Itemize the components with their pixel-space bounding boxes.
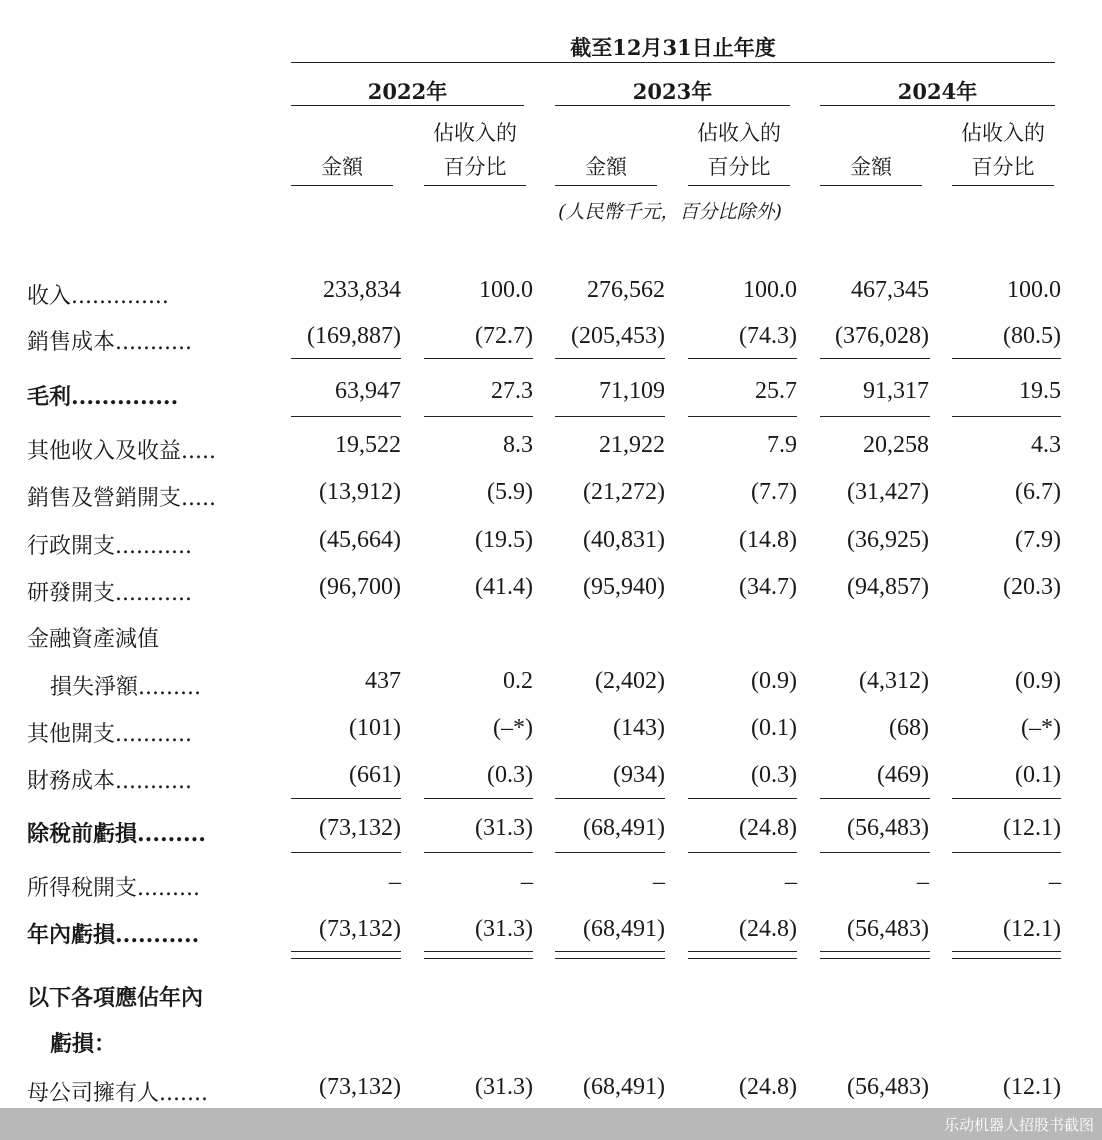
cell-amount: 63,947 bbox=[335, 378, 401, 404]
row-label-text: 銷售成本 bbox=[27, 330, 116, 355]
row-label bbox=[27, 981, 203, 1012]
year-2022: 2022年 bbox=[367, 79, 448, 104]
cell-amount: (101) bbox=[349, 715, 401, 741]
cell-amount: (73,132) bbox=[319, 916, 401, 942]
row-label bbox=[27, 576, 192, 607]
cell-percentage: (41.4) bbox=[475, 574, 533, 600]
row-label bbox=[50, 1027, 116, 1058]
cell-amount: (13,912) bbox=[319, 479, 401, 505]
cell-percentage: (0.1) bbox=[1015, 762, 1061, 788]
subtotal-rule bbox=[688, 798, 797, 799]
col-amount-2022: 金額 bbox=[321, 155, 363, 179]
cell-percentage: (0.9) bbox=[751, 668, 797, 694]
cell-amount: (2,402) bbox=[595, 668, 665, 694]
cell-percentage: 0.2 bbox=[503, 668, 533, 694]
row-label-text: 以下各項應佔年內 bbox=[27, 985, 204, 1011]
cell-percentage: 100.0 bbox=[479, 277, 533, 303]
cell-amount: (661) bbox=[349, 762, 401, 788]
subtotal-rule bbox=[820, 798, 930, 799]
row-label-text: 除稅前虧損 bbox=[27, 821, 138, 847]
cell-amount: (68,491) bbox=[583, 815, 665, 841]
row-leader-dots: ......... bbox=[137, 821, 206, 847]
cell-amount: (56,483) bbox=[847, 1074, 929, 1100]
cell-percentage: (0.9) bbox=[1015, 668, 1061, 694]
cell-amount: (68,491) bbox=[583, 916, 665, 942]
row-label bbox=[27, 717, 192, 748]
cell-amount: 276,562 bbox=[587, 277, 665, 303]
row-label-text: 研發開支 bbox=[27, 581, 116, 606]
double-rule bbox=[291, 951, 401, 952]
year-2024: 2024年 bbox=[897, 79, 978, 104]
double-rule bbox=[688, 958, 797, 959]
double-rule bbox=[820, 958, 930, 959]
row-label bbox=[27, 481, 216, 512]
row-label-text: 金融資產減值 bbox=[27, 627, 160, 652]
cell-percentage: (0.3) bbox=[751, 762, 797, 788]
row-label-text: 收入 bbox=[27, 284, 72, 309]
cell-percentage: – bbox=[785, 869, 797, 895]
cell-amount: (73,132) bbox=[319, 815, 401, 841]
cell-amount: 21,922 bbox=[599, 432, 665, 458]
cell-percentage: – bbox=[1049, 869, 1061, 895]
cell-amount: – bbox=[389, 869, 401, 895]
row-leader-dots: .............. bbox=[71, 284, 169, 309]
col-rule-5 bbox=[820, 185, 922, 186]
double-rule bbox=[424, 951, 533, 952]
subtotal-rule bbox=[291, 798, 401, 799]
cell-percentage: 100.0 bbox=[743, 277, 797, 303]
year-2023: 2023年 bbox=[632, 79, 713, 104]
subtotal-rule bbox=[555, 798, 665, 799]
row-leader-dots: .............. bbox=[71, 384, 179, 410]
cell-percentage: (–*) bbox=[493, 715, 533, 741]
cell-amount: 437 bbox=[365, 668, 401, 694]
subtotal-rule bbox=[424, 852, 533, 853]
subtotal-rule bbox=[291, 416, 401, 417]
year-rule-2022 bbox=[291, 105, 524, 106]
cell-percentage: (24.8) bbox=[739, 916, 797, 942]
col-rule-2 bbox=[424, 185, 526, 186]
cell-amount: – bbox=[653, 869, 665, 895]
double-rule bbox=[952, 951, 1061, 952]
row-label-text: 所得稅開支 bbox=[27, 876, 138, 901]
row-leader-dots: ......... bbox=[138, 675, 201, 700]
cell-percentage: (20.3) bbox=[1003, 574, 1061, 600]
cell-percentage: 25.7 bbox=[755, 378, 797, 404]
footer-watermark: 乐动机器人招股书截图 bbox=[943, 1116, 1094, 1134]
cell-amount: 233,834 bbox=[323, 277, 401, 303]
cell-amount: (56,483) bbox=[847, 916, 929, 942]
row-label-text: 其他開支 bbox=[27, 722, 116, 747]
double-rule bbox=[555, 951, 665, 952]
row-leader-dots: ..... bbox=[181, 439, 216, 464]
col-pct-line2: 百分比 bbox=[971, 155, 1035, 179]
cell-percentage: (31.3) bbox=[475, 815, 533, 841]
cell-percentage: (12.1) bbox=[1003, 1074, 1061, 1100]
cell-amount: (68,491) bbox=[583, 1074, 665, 1100]
cell-percentage: (0.1) bbox=[751, 715, 797, 741]
cell-amount: (169,887) bbox=[307, 323, 401, 349]
row-label bbox=[27, 817, 206, 848]
subtotal-rule bbox=[688, 416, 797, 417]
col-pct-2024 bbox=[952, 116, 1054, 184]
cell-percentage: (14.8) bbox=[739, 527, 797, 553]
row-label-text: 年內虧損 bbox=[27, 922, 116, 948]
subtotal-rule bbox=[424, 798, 533, 799]
cell-percentage: (24.8) bbox=[739, 815, 797, 841]
subtotal-rule bbox=[555, 416, 665, 417]
subtotal-rule bbox=[820, 852, 930, 853]
double-rule bbox=[952, 958, 1061, 959]
cell-amount: – bbox=[917, 869, 929, 895]
cell-percentage: (80.5) bbox=[1003, 323, 1061, 349]
cell-percentage: 4.3 bbox=[1031, 432, 1061, 458]
period-title: 截至12月31日止年度 bbox=[570, 35, 776, 60]
subtotal-rule bbox=[688, 852, 797, 853]
cell-percentage: 8.3 bbox=[503, 432, 533, 458]
row-label-text: 母公司擁有人 bbox=[27, 1081, 160, 1106]
cell-percentage: (0.3) bbox=[487, 762, 533, 788]
double-rule bbox=[688, 951, 797, 952]
col-rule-4 bbox=[688, 185, 790, 186]
row-leader-dots: ........... bbox=[115, 330, 192, 355]
col-rule-1 bbox=[291, 185, 393, 186]
row-label-text: 銷售及營銷開支 bbox=[27, 486, 182, 511]
cell-percentage: (–*) bbox=[1021, 715, 1061, 741]
cell-amount: (934) bbox=[613, 762, 665, 788]
row-label bbox=[27, 529, 192, 560]
cell-amount: 467,345 bbox=[851, 277, 929, 303]
cell-amount: 19,522 bbox=[335, 432, 401, 458]
col-pct-line2: 百分比 bbox=[443, 155, 507, 179]
cell-percentage: (72.7) bbox=[475, 323, 533, 349]
cell-percentage: (12.1) bbox=[1003, 815, 1061, 841]
row-label-text: 行政開支 bbox=[27, 534, 116, 559]
row-label bbox=[27, 325, 192, 356]
period-rule bbox=[291, 62, 1055, 63]
col-pct-line1: 佔收入的 bbox=[697, 121, 781, 145]
row-label-text: 損失淨額 bbox=[50, 675, 139, 700]
cell-percentage: 100.0 bbox=[1007, 277, 1061, 303]
row-label bbox=[27, 622, 159, 653]
cell-percentage: (7.7) bbox=[751, 479, 797, 505]
subtotal-rule bbox=[952, 798, 1061, 799]
row-leader-dots: ........... bbox=[115, 534, 192, 559]
double-rule bbox=[820, 951, 930, 952]
cell-amount: (205,453) bbox=[571, 323, 665, 349]
col-pct-2023 bbox=[688, 116, 790, 184]
double-rule bbox=[424, 958, 533, 959]
cell-percentage: (12.1) bbox=[1003, 916, 1061, 942]
row-leader-dots: ........... bbox=[115, 922, 200, 948]
subtotal-rule bbox=[820, 416, 930, 417]
subtotal-rule bbox=[291, 852, 401, 853]
subtotal-rule bbox=[555, 358, 665, 359]
row-label bbox=[27, 434, 216, 465]
col-pct-line1: 佔收入的 bbox=[433, 121, 517, 145]
cell-percentage: 27.3 bbox=[491, 378, 533, 404]
cell-percentage: (7.9) bbox=[1015, 527, 1061, 553]
cell-percentage: (74.3) bbox=[739, 323, 797, 349]
cell-percentage: (34.7) bbox=[739, 574, 797, 600]
subtotal-rule bbox=[424, 416, 533, 417]
subtotal-rule bbox=[952, 852, 1061, 853]
cell-amount: (21,272) bbox=[583, 479, 665, 505]
cell-amount: 20,258 bbox=[863, 432, 929, 458]
cell-amount: (376,028) bbox=[835, 323, 929, 349]
cell-percentage: 7.9 bbox=[767, 432, 797, 458]
subtotal-rule bbox=[952, 416, 1061, 417]
cell-amount: (96,700) bbox=[319, 574, 401, 600]
cell-amount: (4,312) bbox=[859, 668, 929, 694]
double-rule bbox=[555, 958, 665, 959]
cell-amount: (94,857) bbox=[847, 574, 929, 600]
cell-percentage: (6.7) bbox=[1015, 479, 1061, 505]
row-label bbox=[50, 670, 201, 701]
cell-amount: (73,132) bbox=[319, 1074, 401, 1100]
double-rule bbox=[291, 958, 401, 959]
subtotal-rule bbox=[291, 358, 401, 359]
row-label-text: 毛利 bbox=[27, 384, 72, 410]
row-label bbox=[27, 918, 199, 949]
row-leader-dots: ......... bbox=[137, 876, 200, 901]
col-pct-2022 bbox=[424, 116, 526, 184]
row-leader-dots: ..... bbox=[181, 486, 216, 511]
cell-percentage: (5.9) bbox=[487, 479, 533, 505]
cell-amount: (45,664) bbox=[319, 527, 401, 553]
row-label-text: 其他收入及收益 bbox=[27, 439, 182, 464]
row-label bbox=[27, 279, 169, 310]
row-leader-dots: ........... bbox=[115, 769, 192, 794]
cell-amount: (95,940) bbox=[583, 574, 665, 600]
cell-amount: (143) bbox=[613, 715, 665, 741]
row-leader-dots: ........... bbox=[115, 581, 192, 606]
cell-percentage: – bbox=[521, 869, 533, 895]
cell-amount: (68) bbox=[889, 715, 929, 741]
cell-amount: (31,427) bbox=[847, 479, 929, 505]
cell-percentage: 19.5 bbox=[1019, 378, 1061, 404]
row-leader-dots: ........... bbox=[115, 722, 192, 747]
subtotal-rule bbox=[952, 358, 1061, 359]
year-rule-2023 bbox=[555, 105, 790, 106]
col-rule-6 bbox=[952, 185, 1054, 186]
col-rule-3 bbox=[555, 185, 657, 186]
cell-amount: (469) bbox=[877, 762, 929, 788]
cell-percentage: (31.3) bbox=[475, 1074, 533, 1100]
footer-bar bbox=[0, 1108, 1102, 1140]
col-amount-2023: 金額 bbox=[585, 155, 627, 179]
cell-amount: (40,831) bbox=[583, 527, 665, 553]
cell-amount: (36,925) bbox=[847, 527, 929, 553]
subtotal-rule bbox=[555, 852, 665, 853]
col-pct-line1: 佔收入的 bbox=[961, 121, 1045, 145]
row-label bbox=[27, 871, 200, 902]
subtotal-rule bbox=[688, 358, 797, 359]
row-label bbox=[27, 380, 178, 411]
row-label bbox=[27, 1076, 208, 1107]
cell-percentage: (24.8) bbox=[739, 1074, 797, 1100]
cell-percentage: (19.5) bbox=[475, 527, 533, 553]
cell-amount: 71,109 bbox=[599, 378, 665, 404]
row-leader-dots: ....... bbox=[159, 1081, 208, 1106]
cell-amount: 91,317 bbox=[863, 378, 929, 404]
row-label-text: 虧損： bbox=[50, 1031, 117, 1057]
cell-amount: (56,483) bbox=[847, 815, 929, 841]
cell-percentage: (31.3) bbox=[475, 916, 533, 942]
unit-note: (人民幣千元，百分比除外) bbox=[558, 201, 782, 223]
subtotal-rule bbox=[424, 358, 533, 359]
row-label bbox=[27, 764, 192, 795]
row-label-text: 財務成本 bbox=[27, 769, 116, 794]
col-pct-line2: 百分比 bbox=[707, 155, 771, 179]
col-amount-2024: 金額 bbox=[850, 155, 892, 179]
subtotal-rule bbox=[820, 358, 930, 359]
year-rule-2024 bbox=[820, 105, 1055, 106]
